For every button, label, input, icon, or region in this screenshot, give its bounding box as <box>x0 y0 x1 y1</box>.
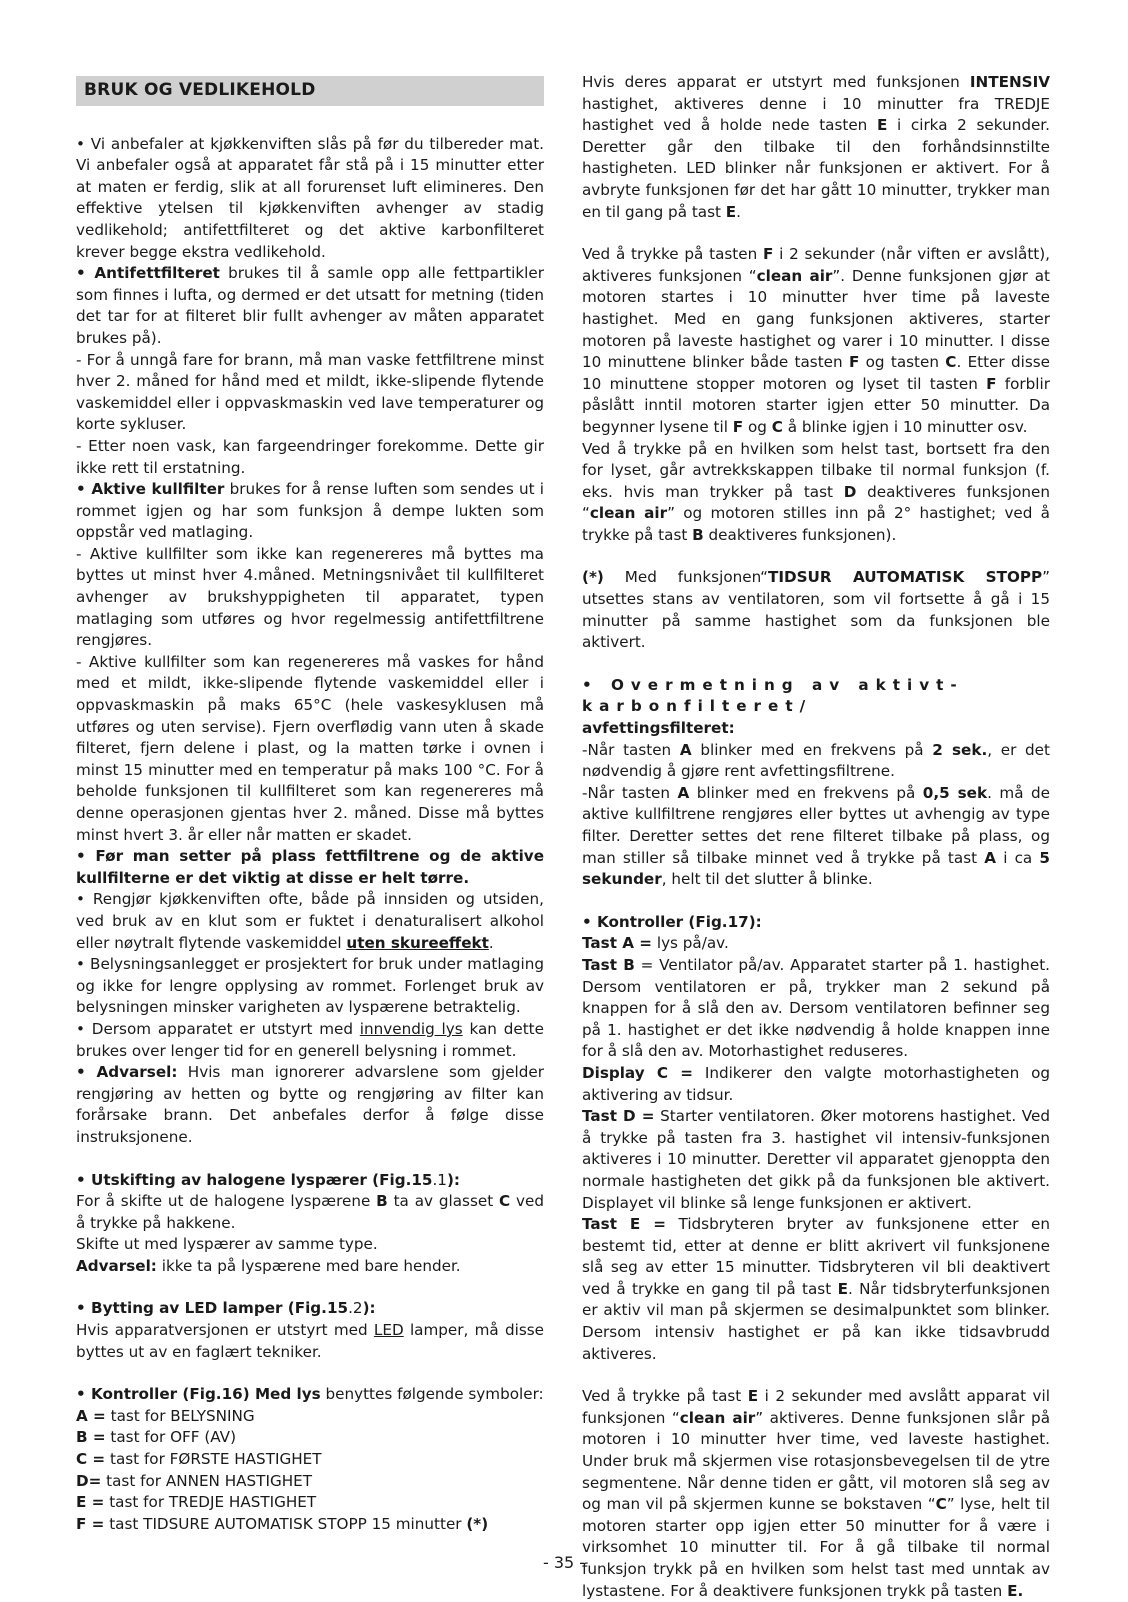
halogen-same-type: Skifte ut med lyspærer av samme type. <box>76 1235 378 1254</box>
key-line: B = tast for OFF (AV) <box>76 1428 236 1447</box>
key-line: C = tast for FØRSTE HASTIGHET <box>76 1450 322 1469</box>
saturation-2sec: -Når tasten A blinker med en frekvens på 2 sek., er det nødvendig å gjøre rent avfettingsfiltrene. <box>582 740 1050 781</box>
intensiv-paragraph: Hvis deres apparat er utstyrt med funksjonen INTENSIV hastighet, aktiveres denne i 10 minutter fra TREDJE hastighet ved å holde nede tasten E i cirka 2 sekunder. Deretter går den tilbake til den forhåndsinnstilte hastigheten. LED blinker når funksjonen er aktivert. For å avbryte funksjonen før det har gått 10 minutter, trykker man en til gang på tast E. <box>582 73 1050 221</box>
timer-paragraph: (*) Med funksjonen“TIDSUR AUTOMATISK STOPP” utsettes stans av ventilatoren, som vil fortsette å gå i 15 minutter på samme hastighet som da funksjonen ble aktivert. <box>582 568 1050 652</box>
halogen-warning: Advarsel: ikke ta på lyspærene med bare hender. <box>76 1256 461 1275</box>
key-line: D= tast for ANNEN HASTIGHET <box>76 1471 313 1490</box>
inner-light-paragraph: • Dersom apparatet er utstyrt med innvendig lys kan dette brukes over lenger tid for en generell belysning i rommet. <box>76 1019 544 1060</box>
non-regen-paragraph: - Aktive kullfilter som ikke kan regenereres må byttes ma byttes ut minst hver 4.måned. Metningsnivået til kullfilteret avhenger av brukshyppigheten til apparatet, typen matlaging som utføres og hvor regelmessig antifettfiltrene rengjøres. <box>76 544 544 650</box>
antifett-paragraph: • Antifettfilteret brukes til å samle opp alle fettpartikler som finnes i lufta, og dermed er det utsatt for metning (tiden det tar for at filteret blir fullt avhenger av måten apparatet brukes på). <box>76 264 544 347</box>
key-line: A = tast for BELYSNING <box>76 1406 255 1425</box>
left-column <box>76 72 544 1535</box>
page-number: - 35 - <box>542 1553 586 1572</box>
cleaning-paragraph: • Rengjør kjøkkenviften ofte, både på innsiden og utsiden, ved bruk av en klut som er fuktet i denaturalisert alkohol eller nøytralt flytende vaskemiddel uten skureeffekt. <box>76 890 544 952</box>
controls-fig17-heading: • Kontroller (Fig.17): <box>582 912 762 931</box>
carbon-filter-paragraph: • Aktive kullfilter brukes for å rense luften som sendes ut i rommet igjen og har som funksjon å dempe lukten som oppstår ved matlaging. <box>76 480 544 542</box>
lighting-paragraph: • Belysningsanlegget er prosjektert for bruk under matlaging og ikke for lengre opplysing av rommet. Forlenget bruk av belysningen minsker varigheten av lyspærene betraktelig. <box>76 955 544 1017</box>
intro-paragraph: • Vi anbefaler at kjøkkenviften slås på før du tilbereder mat. Vi anbefaler også at apparatet får stå på i 15 minutter etter at maten er ferdig, slik at all forurenset luft elimineres. Den effektive ytelsen til kjøkkenviften avhenger av stadig vedlikehold; antifettfilteret og det aktive karbonfilteret krever begge ekstra vedlikehold. <box>76 134 544 261</box>
section-heading: BRUK OG VEDLIKEHOLD <box>76 76 544 106</box>
clean-air-e-paragraph: Ved å trykke på tast E i 2 sekunder med avslått apparat vil funksjonen “clean air” aktiveres. Denne funksjonen slår på motoren i 10 minutter hver time, ved laveste hastighet. Under bruk må skjermen vise rotasjonsbevegelsen til de ytre segmentene. Når denne tiden er gått, vil motoren slå seg av og man vil på skjermen kunne se bokstaven “C” lyse, helt til motoren starter opp igjen etter 50 minutter for å være i virksomhet 10 minutter til. For å gå tilbake til normal funksjon trykk på en hvilken som helst tast med unntak av lystastene. For å deaktivere funksjonen trykk på tasten E. <box>582 1387 1050 1600</box>
display-c-paragraph: Display C = Indikerer den valgte motorhastigheten og aktivering av tidsur. <box>582 1063 1051 1104</box>
led-heading: • Bytting av LED lamper (Fig.15.2): <box>76 1299 376 1318</box>
tast-a-line: Tast A = lys på/av. <box>582 934 729 953</box>
fire-paragraph: - For å unngå fare for brann, må man vaske fettfiltrene minst hver 2. måned for hånd med et mildt, ikke-slipende flytende vaskemiddel eller i oppvaskmaskin ved lave temperaturer og korte sykluser. <box>76 350 544 434</box>
halogen-heading: • Utskifting av halogene lyspærer (Fig.15.1): <box>76 1170 460 1189</box>
warning-paragraph: • Advarsel: Hvis man ignorerer advarslene som gjelder rengjøring av hetten og bytte og rengjøring av filter kan forårsake brann. Det anbefales derfor å følge disse instruksjonene. <box>76 1063 544 1146</box>
dry-warning-paragraph: • Før man setter på plass fettfiltrene og de aktive kullfilterne er det viktig at disse er helt tørre. <box>76 847 544 887</box>
tast-d-paragraph: Tast D = Starter ventilatoren. Øker motorens hastighet. Ved å trykke på tasten fra 3. hastighet vil intensiv-funksjonen aktiveres i 10 minutter. Deretter vil apparatet gjenoppta den normale hastigheten det gikk på da funksjonen ble aktivert. Displayet vil blinke så lenge funksjonen er aktivert. <box>582 1107 1051 1212</box>
regen-paragraph: - Aktive kullfilter som kan regenereres må vaskes for hånd med et mildt, ikke-slipende flytende vaskemiddel eller i oppvaskmaskin på maks 65°C (hele vaskesyklusen må utføres og uten servise). Fjern overflødig vann uten å skade filteret, fjern delene i plast, og la matten tørke i ovnen i minst 15 minutter med en temperatur på maks 100 °C. For å beholde funksjonen til kullfilteret som kan regenereres må denne operasjonen gjentas hver 2. måned. Disse må byttes minst hvert 3. år eller når matten er skadet. <box>76 652 544 844</box>
key-line: E = tast for TREDJE HASTIGHET <box>76 1493 317 1512</box>
normal-function-paragraph: Ved å trykke på en hvilken som helst tast, bortsett fra den for lyset, går avtrekkskappen tilbake til normal funksjon (f. eks. hvis man trykker på tast D deaktiveres funksjonen “clean air” og motoren stilles inn på 2° hastighet; ved å trykke på tast B deaktiveres funksjonen). <box>582 439 1051 544</box>
halogen-instructions: For å skifte ut de halogene lyspærene B ta av glasset C ved å trykke på hakkene. <box>76 1192 544 1232</box>
tast-e-paragraph: Tast E = Tidsbryteren bryter av funksjonene etter en bestemt tid, etter at denne er blitt akrivert vil funksjonene slå seg av etter 15 minutter. Tidsbryteren vil bli deaktivert ved å trykke en gang til på tast E. Når tidsbryterfunksjonen er aktiv vil man på skjermen se desimalpunktet som blinker. Dersom intensiv hastighet er på kan ikke tidsavbrudd aktiveres. <box>582 1215 1050 1363</box>
led-paragraph: Hvis apparatversjonen er utstyrt med LED lamper, må disse byttes ut av en faglært tekniker. <box>76 1321 544 1361</box>
key-line: F = tast TIDSURE AUTOMATISK STOPP 15 minutter (*) <box>76 1514 489 1533</box>
saturation-05sec: -Når tasten A blinker med en frekvens på 0,5 sek. må de aktive kullfiltrene rengjøres eller byttes ut avhengig av type filter. Deretter settes det rene filteret tilbake på plass, og man stiller så tilbake minnet ved å trykke på tast A i ca 5 sekunder, helt til det slutter å blinke. <box>582 783 1050 889</box>
controls-fig16-heading: • Kontroller (Fig.16) Med lys benyttes følgende symboler: <box>76 1385 544 1404</box>
right-column <box>582 72 1050 1602</box>
saturation-heading: • Overmetning av aktivt-karbonfilteret/ avfettingsfilteret: <box>582 675 964 738</box>
tast-b-paragraph: Tast B = Ventilator på/av. Apparatet starter på 1. hastighet. Dersom ventilatoren er på, trykker man 2 sekund på knappen for å slå den av. Dersom ventilatoren befinner seg på 1. hastighet er det ikke nødvendig å holde knappen inne for å slå den av. Motorhastighet reduseres. <box>582 955 1050 1061</box>
clean-air-paragraph: Ved å trykke på tasten F i 2 sekunder (når viften er avslått), aktiveres funksjonen “clean air”. Denne funksjonen gjør at motoren startes i 10 minutter hver time på laveste hastighet. Med en gang funksjonen aktiveres, starter motoren på laveste hastighet og varer i 10 minutter. I disse 10 minuttene blinker både tasten F og tasten C. Etter disse 10 minuttene stopper motoren og lyset til tasten F forblir påslått inntil motoren starter igjen etter 50 minutter. Da begynner lysene til F og C å blinke igjen i 10 minutter osv. <box>582 245 1051 436</box>
colour-change-paragraph: - Etter noen vask, kan fargeendringer forekomme. Dette gir ikke rett til erstatning. <box>76 436 544 477</box>
